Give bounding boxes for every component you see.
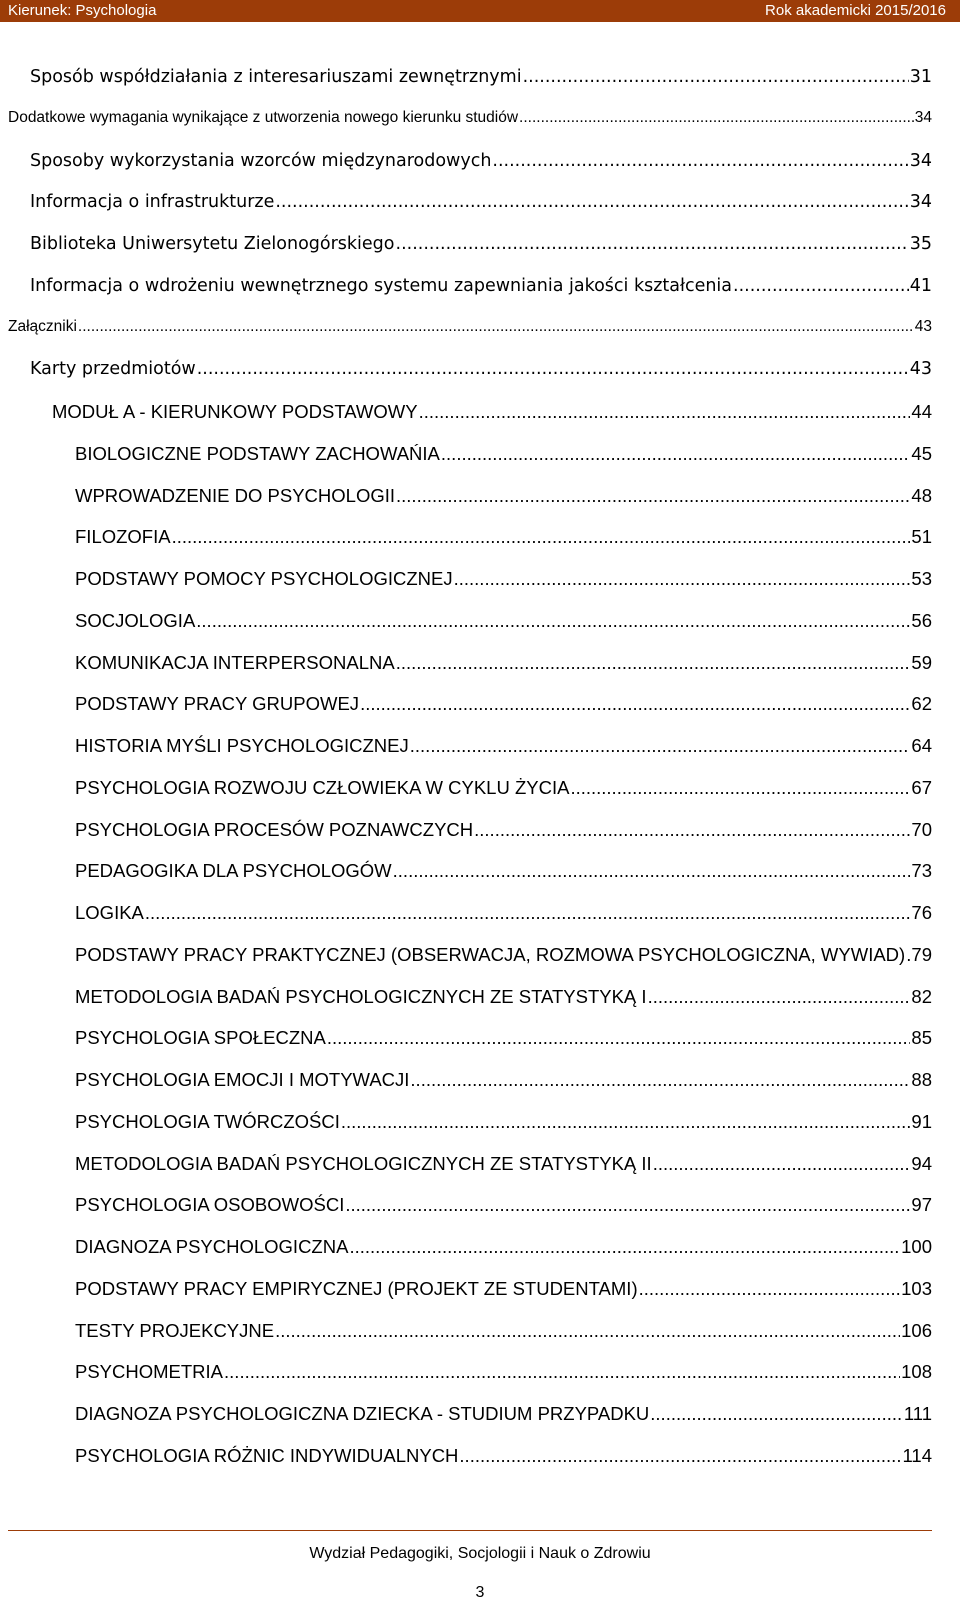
toc-entry-page: 31 [909, 67, 932, 87]
toc-leader [474, 819, 910, 841]
toc-leader [172, 526, 911, 548]
toc-entry[interactable] [30, 276, 932, 296]
toc-entry-title: PSYCHOLOGIA TWÓRCZOŚCI [75, 1110, 340, 1132]
toc-leader [275, 1320, 900, 1342]
toc-entry-page: 41 [909, 275, 932, 296]
toc-entry-title: PODSTAWY PRACY PRAKTYCZNEJ (OBSERWACJA, ROZMOWA PSYCHOLOGICZNA, WYWIAD) [75, 943, 906, 965]
toc-leader [441, 443, 911, 465]
toc-leader [419, 401, 911, 423]
toc-leader [454, 568, 911, 590]
toc-entry-page: 79 [911, 943, 932, 965]
toc-entry-page: 94 [911, 1152, 932, 1174]
toc-leader [345, 1194, 910, 1216]
toc-entry-title: DIAGNOZA PSYCHOLOGICZNA [75, 1236, 349, 1257]
toc-entry[interactable] [75, 777, 932, 799]
toc-entry-title: TESTY PROJEKCYJNE [75, 1319, 275, 1341]
toc-leader [196, 610, 910, 632]
toc-entry[interactable] [75, 1445, 932, 1467]
toc-entry[interactable] [30, 67, 932, 87]
toc-entry-page: 97 [911, 1194, 932, 1216]
page-number: 3 [475, 1584, 485, 1601]
toc-entry-page: 106 [901, 1319, 932, 1341]
toc-leader [145, 902, 911, 924]
toc-entry-title: PEDAGOGIKA DLA PSYCHOLOGÓW [75, 860, 392, 882]
toc-entry-title: METODOLOGIA BADAŃ PSYCHOLOGICZNYCH ZE STATYSTYKĄ I [75, 985, 647, 1007]
toc-entry-title: LOGIKA [75, 902, 144, 923]
toc-leader [519, 109, 914, 127]
toc-entry-page: 73 [911, 860, 932, 882]
toc-leader [360, 693, 910, 715]
toc-entry-page: 35 [909, 234, 932, 254]
toc-entry-page: 114 [902, 1444, 932, 1466]
toc-entry-title: METODOLOGIA BADAŃ PSYCHOLOGICZNYCH ZE STATYSTYKĄ II [75, 1152, 652, 1174]
toc-entry-title: PODSTAWY PRACY EMPIRYCZNEJ (PROJEKT ZE STUDENTAMI) [75, 1277, 638, 1299]
toc-entry[interactable] [75, 1278, 932, 1300]
toc-entry-title: Informacja o wdrożeniu wewnętrznego systemu zapewniania jakości kształcenia [30, 275, 733, 296]
toc-entry-page: 100 [901, 1236, 932, 1257]
toc-entry-page: 34 [914, 108, 932, 126]
toc-leader [327, 1027, 911, 1049]
toc-entry-page: 51 [911, 526, 932, 548]
footer-divider [8, 1530, 932, 1531]
toc-leader [570, 777, 910, 799]
toc-entry-title: Informacja o infrastrukturze [30, 192, 275, 213]
toc-entry[interactable] [30, 359, 932, 379]
toc-entry[interactable] [75, 1320, 932, 1342]
toc-entry-title: PODSTAWY POMOCY PSYCHOLOGICZNEJ [75, 568, 453, 589]
toc-entry-page: 34 [909, 192, 932, 213]
toc-entry-page: 76 [911, 902, 932, 923]
toc-entry-page: 48 [911, 484, 932, 506]
toc-entry-page: 70 [911, 818, 932, 840]
toc-leader [650, 1403, 903, 1425]
toc-leader [523, 67, 909, 87]
toc-entry-title: PSYCHOLOGIA PROCESÓW POZNAWCZYCH [75, 818, 474, 840]
toc-entry-title: BIOLOGICZNE PODSTAWY ZACHOWAŃIA [75, 442, 440, 464]
toc-leader [906, 944, 910, 966]
toc-entry-title: Biblioteka Uniwersytetu Zielonogórskiego [30, 234, 395, 254]
toc-entry[interactable] [8, 318, 932, 336]
toc-entry-title: PSYCHOLOGIA SPOŁECZNA [75, 1027, 326, 1049]
toc-entry-title: KOMUNIKACJA INTERPERSONALNA [75, 651, 395, 673]
toc-leader [492, 151, 908, 171]
toc-entry-page: 43 [914, 317, 932, 335]
header-academic-year: Rok akademicki 2015/2016 [765, 2, 946, 19]
toc-entry-title: PODSTAWY PRACY GRUPOWEJ [75, 693, 360, 715]
toc-entry-page: 67 [911, 776, 932, 798]
toc-entry-title: PSYCHOLOGIA ROZWOJU CZŁOWIEKA W CYKLU ŻYCIA [75, 776, 570, 798]
toc-entry[interactable] [75, 568, 932, 590]
toc-entry[interactable] [75, 944, 932, 966]
toc-entry-title: Sposoby wykorzystania wzorców międzynarodowych [30, 150, 492, 171]
toc-entry-title: HISTORIA MYŚLI PSYCHOLOGICZNEJ [75, 735, 409, 756]
toc-leader [410, 1069, 910, 1091]
toc-leader [78, 318, 914, 336]
toc-entry[interactable] [75, 1153, 932, 1175]
toc-entry-title: Dodatkowe wymagania wynikające z utworzenia nowego kierunku studiów [8, 108, 519, 126]
toc-entry-page: 91 [911, 1110, 932, 1132]
toc-leader [639, 1278, 901, 1300]
toc-entry-title: Sposób współdziałania z interesariuszami zewnętrznymi [30, 67, 522, 87]
toc-entry[interactable] [75, 1194, 932, 1216]
toc-entry-title: MODUŁ A - KIERUNKOWY PODSTAWOWY [52, 401, 418, 422]
toc-leader [197, 359, 909, 379]
toc-entry-page: 85 [911, 1027, 932, 1049]
toc-entry-page: 45 [911, 442, 932, 464]
toc-entry-page: 34 [909, 150, 932, 171]
toc-leader [393, 860, 911, 882]
header-program-name: Kierunek: Psychologia [8, 2, 157, 19]
toc-entry[interactable] [75, 610, 932, 632]
toc-leader [396, 485, 910, 507]
toc-entry-page: 108 [901, 1361, 932, 1383]
toc-entry[interactable] [75, 526, 932, 548]
toc-leader [653, 1153, 911, 1175]
toc-entry[interactable] [30, 151, 932, 171]
toc-entry-title: WPROWADZENIE DO PSYCHOLOGII [75, 484, 396, 506]
toc-entry[interactable] [75, 902, 932, 924]
toc-entry-page: 88 [911, 1069, 932, 1090]
toc-entry-title: Karty przedmiotów [30, 359, 196, 380]
toc-entry[interactable] [75, 986, 932, 1008]
toc-entry[interactable] [75, 652, 932, 674]
toc-entry-title: FILOZOFIA [75, 526, 171, 548]
toc-entry[interactable] [75, 1111, 932, 1133]
toc-entry[interactable] [75, 1361, 932, 1383]
toc-entry-page: 111 [903, 1403, 932, 1424]
toc-entry-page: 64 [911, 735, 932, 756]
toc-entry-page: 82 [911, 985, 932, 1007]
toc-entry-page: 56 [911, 609, 932, 631]
toc-leader [459, 1445, 901, 1467]
toc-leader [648, 986, 911, 1008]
toc-entry[interactable] [75, 735, 932, 757]
toc-entry[interactable] [75, 1236, 932, 1258]
toc-leader [396, 652, 911, 674]
toc-leader [410, 735, 911, 757]
toc-entry[interactable] [75, 860, 932, 882]
toc-entry-page: 43 [909, 359, 932, 380]
toc-entry-page: 44 [911, 401, 932, 422]
toc-entry[interactable] [75, 485, 932, 507]
toc-entry[interactable] [75, 693, 932, 715]
footer-faculty-name: Wydział Pedagogiki, Socjologii i Nauk o Zdrowiu [309, 1545, 651, 1562]
toc-leader [349, 1236, 900, 1258]
toc-entry-page: 62 [911, 693, 932, 715]
toc-leader [224, 1361, 900, 1383]
toc-entry[interactable] [8, 109, 932, 127]
toc-entry-title: PSYCHOMETRIA [75, 1361, 224, 1383]
toc-entry-page: 53 [911, 568, 932, 589]
page-header [0, 0, 960, 22]
toc-leader [275, 192, 908, 212]
toc-entry[interactable] [75, 1069, 932, 1091]
toc-entry-title: DIAGNOZA PSYCHOLOGICZNA DZIECKA - STUDIUM PRZYPADKU [75, 1403, 650, 1424]
toc-entry[interactable] [30, 234, 932, 254]
toc-entry[interactable] [52, 401, 932, 423]
toc-entry-title: PSYCHOLOGIA RÓŻNIC INDYWIDUALNYCH [75, 1444, 459, 1466]
toc-entry-title: SOCJOLOGIA [75, 609, 196, 631]
toc-leader [341, 1111, 911, 1133]
toc-entry[interactable] [75, 1403, 932, 1425]
toc-entry-page: 103 [901, 1277, 932, 1299]
toc-leader [733, 276, 909, 296]
toc-entry[interactable] [75, 819, 932, 841]
toc-leader [396, 234, 909, 254]
toc-entry[interactable] [75, 443, 932, 465]
toc-entry[interactable] [75, 1027, 932, 1049]
toc-entry-title: PSYCHOLOGIA OSOBOWOŚCI [75, 1194, 345, 1216]
toc-entry-title: PSYCHOLOGIA EMOCJI I MOTYWACJI [75, 1069, 410, 1090]
toc-entry[interactable] [30, 192, 932, 212]
toc-entry-page: 59 [911, 651, 932, 673]
toc-entry-title: Załączniki [8, 317, 77, 335]
